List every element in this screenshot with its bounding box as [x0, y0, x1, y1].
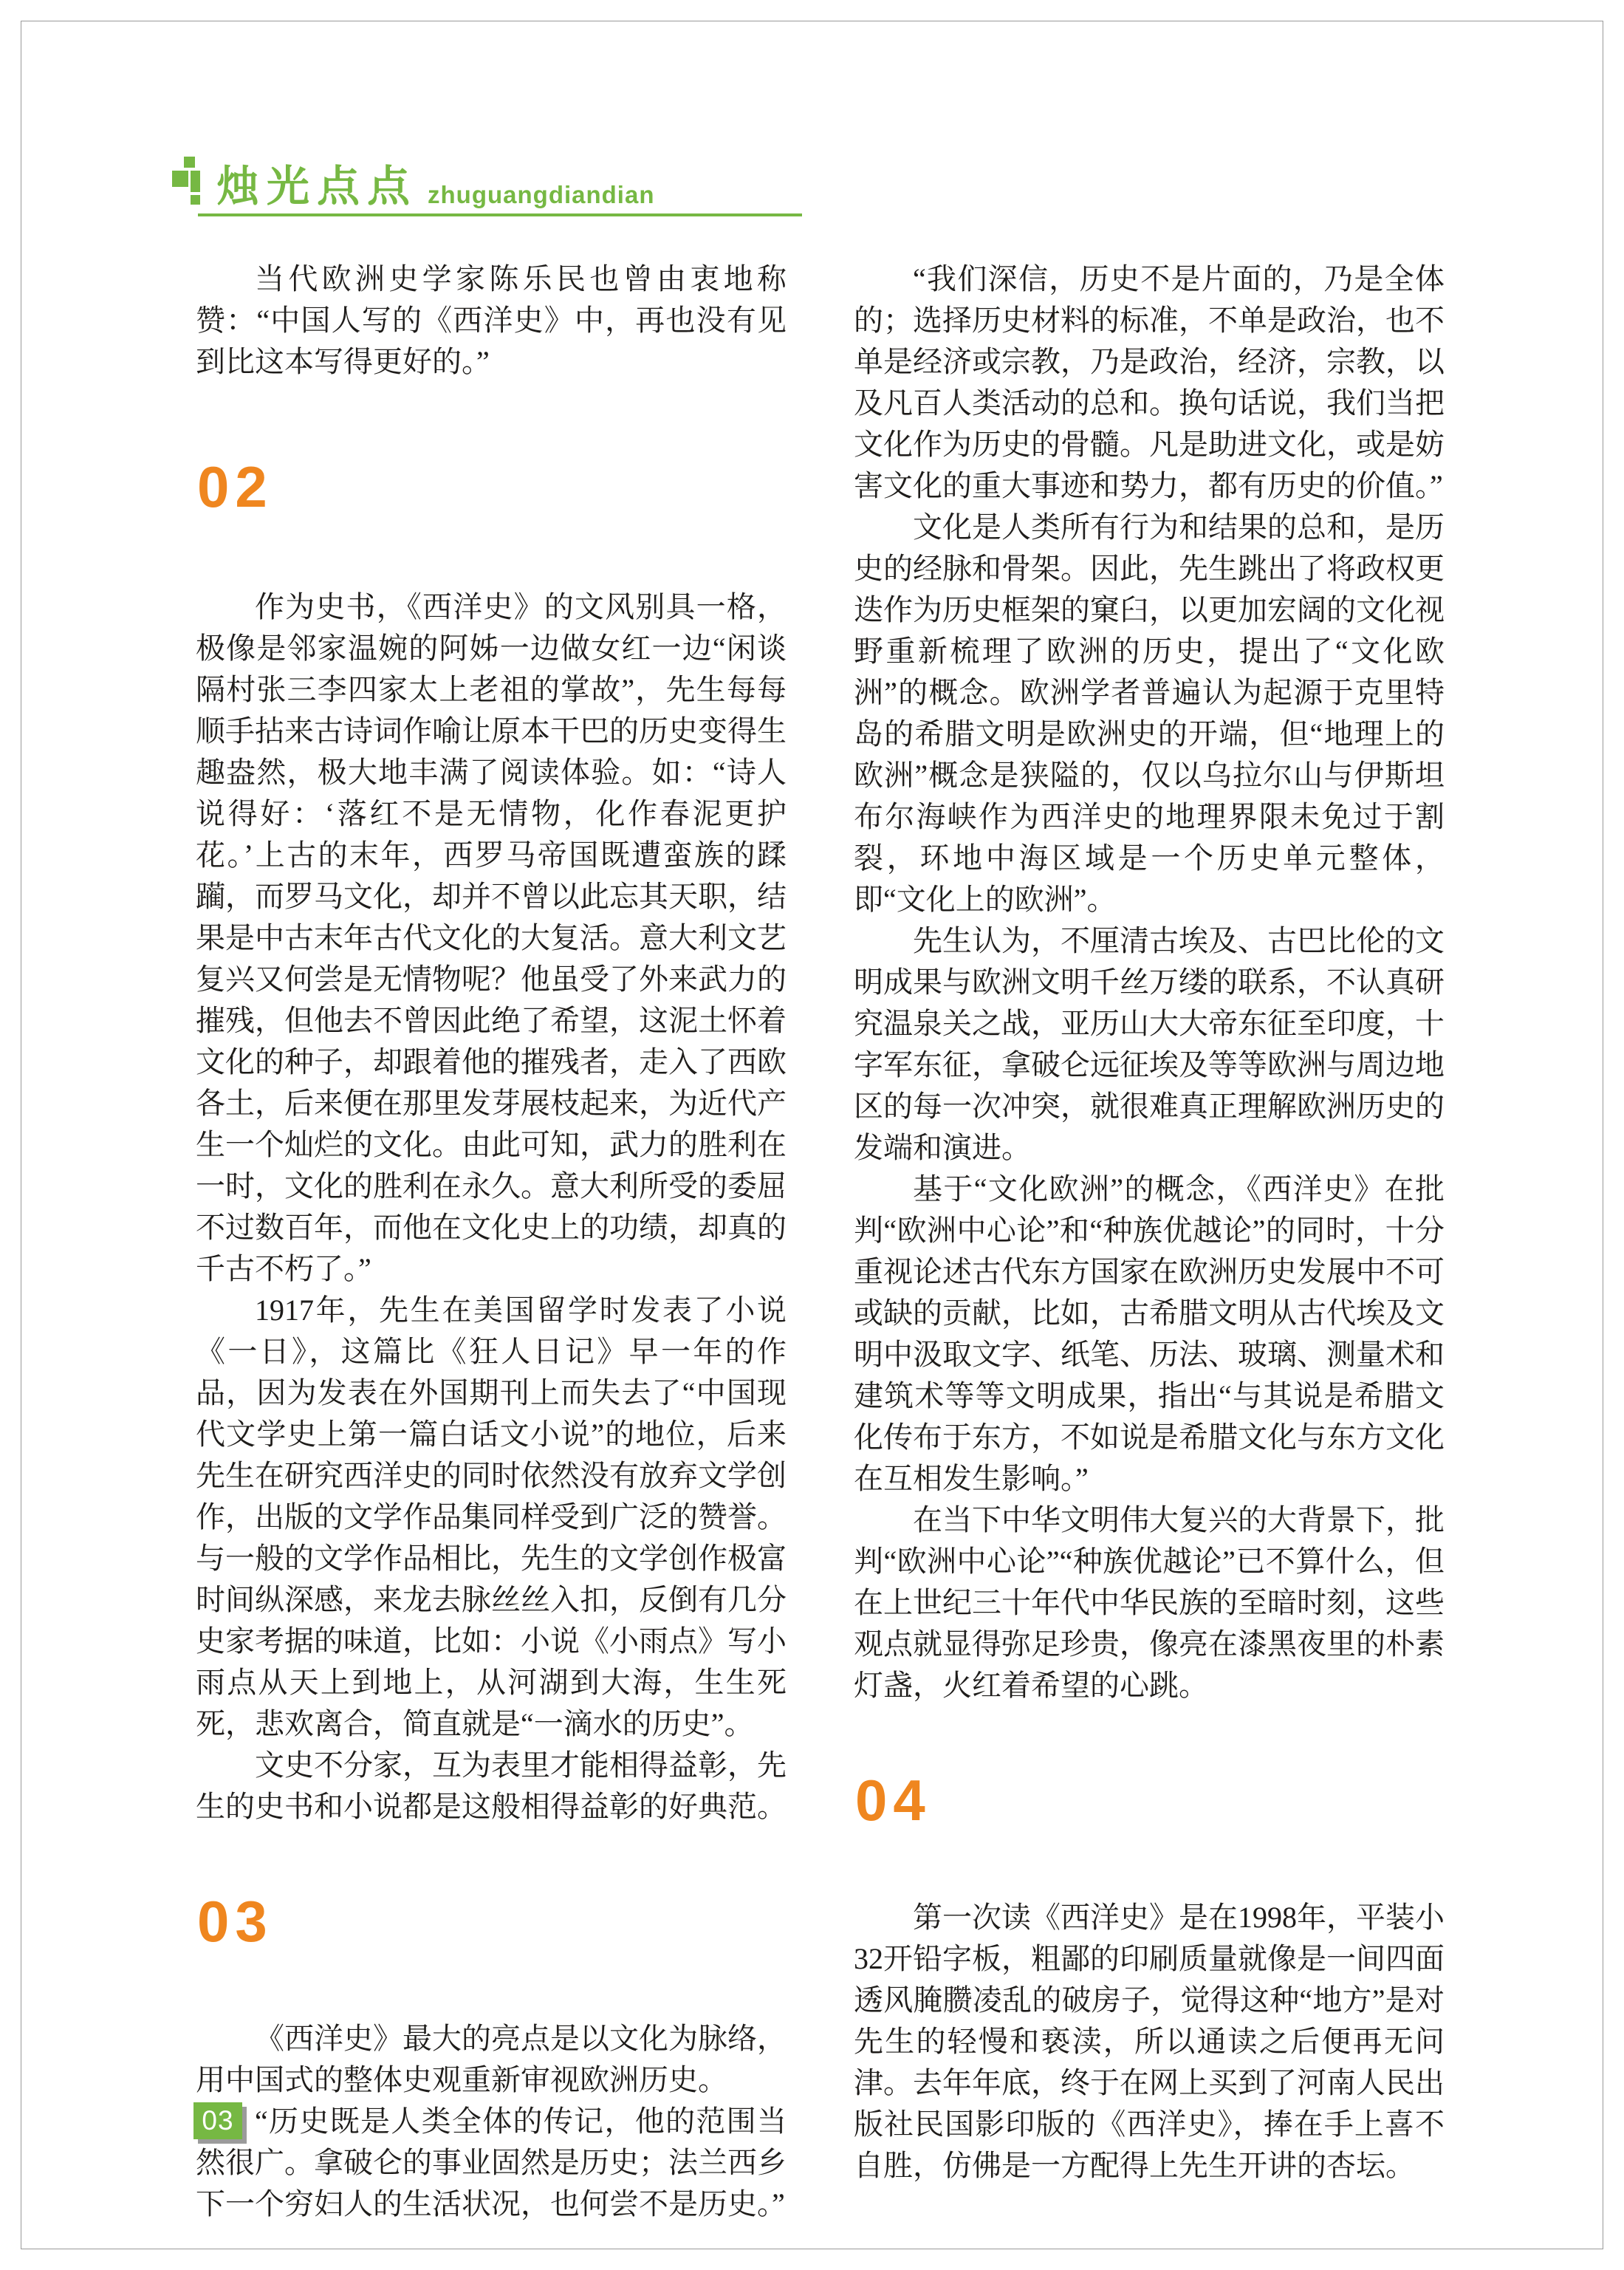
paragraph: 先生认为，不厘清古埃及、古巴比伦的文明成果与欧洲文明千丝万缕的联系，不认真研究温泉关之战，亚历山大大帝东征至印度，十字军东征，拿破仑远征埃及等等欧洲与周边地区的每一次冲突，就很难真正理解欧洲历史的发端和演进。 [854, 924, 1445, 1164]
header-underline [198, 213, 802, 216]
page-header [172, 154, 655, 213]
paragraph: 作为史书，《西洋史》的文风别具一格，极像是邻家温婉的阿姊一边做女红一边“闲谈隔村张三李四家太上老祖的掌故”，先生每每顺手拈来古诗词作喻让原本干巴的历史变得生趣盎然，极大地丰满了阅读体验。如：“诗人说得好：‘落红不是无情物，化作春泥更护花。’上古的末年，西罗马帝国既遭蛮族的蹂躏，而罗马文化，却并不曾以此忘其天职，结果是中古末年古代文化的大复活。意大利文艺复兴又何尝是无情物呢？他虽受了外来武力的摧残，但他去不曾因此绝了希望，这泥土怀着文化的种子，却跟着他的摧残者，走入了西欧各土，后来便在那里发芽展枝起来，为近代产生一个灿烂的文化。由此可知，武力的胜利在一时，文化的胜利在永久。意大利所受的委屈不过数百年，而他在文化史上的功绩，却真的千古不朽了。” [196, 590, 787, 1285]
paragraph: 《西洋史》最大的亮点是以文化为脉络，用中国式的整体史观重新审视欧洲历史。 [196, 2022, 787, 2096]
paragraph: “我们深信，历史不是片面的，乃是全体的；选择历史材料的标准，不单是政治，也不单是经济或宗教，乃是政治，经济，宗教，以及凡百人类活动的总和。换句话说，我们当把文化作为历史的骨髓。凡是助进文化，或是妨害文化的重大事迹和势力，都有历史的价值。” [854, 262, 1445, 502]
left-column [196, 259, 787, 2225]
paragraph: 文化是人类所有行为和结果的总和，是历史的经脉和骨架。因此，先生跳出了将政权更迭作为历史框架的窠臼，以更加宏阔的文化视野重新梳理了欧洲的历史，提出了“文化欧洲”的概念。欧洲学者普遍认为起源于克里特岛的希腊文明是欧洲史的开端，但“地理上的欧洲”概念是狭隘的，仅以乌拉尔山与伊斯坦布尔海峡作为西洋史的地理界限未免过于割裂，环地中海区域是一个历史单元整体，即“文化上的欧洲”。 [854, 510, 1445, 916]
column-title-pinyin: zhuguangdiandian [428, 181, 655, 208]
column-title: 烛光点点 [216, 163, 418, 211]
paragraph: 第一次读《西洋史》是在1998年，平装小32开铅字板，粗鄙的印刷质量就像是一间四面透风腌臜凌乱的破房子，觉得这种“地方”是对先生的轻慢和亵渎，所以通读之后便再无问津。去年年底，终于在网上买到了河南人民出版社民国影印版的《西洋史》，捧在手上喜不自胜，仿佛是一方配得上先生开讲的杏坛。 [854, 1901, 1445, 2182]
paragraph: 在当下中华文明伟大复兴的大背景下，批判“欧洲中心论”“种族优越论”已不算什么，但在上世纪三十年代中华民族的至暗时刻，这些观点就显得弥足珍贵，像亮在漆黑夜里的朴素灯盏，火红着希望的心跳。 [854, 1503, 1445, 1702]
paragraph: 文史不分家，互为表里才能相得益彰，先生的史书和小说都是这般相得益彰的好典范。 [196, 1748, 787, 1823]
section-number-04: 04 [855, 1768, 931, 1833]
paragraph: 当代欧洲史学家陈乐民也曾由衷地称赞：“中国人写的《西洋史》中，再也没有见到比这本写得更好的。” [196, 262, 787, 378]
paragraph: 基于“文化欧洲”的概念，《西洋史》在批判“欧洲中心论”和“种族优越论”的同时，十分重视论述古代东方国家在欧洲历史发展中不可或缺的贡献，比如，古希腊文明从古代埃及文明中汲取文字、纸笔、历法、玻璃、测量术和建筑术等等文明成果，指出“与其说是希腊文化传布于东方，不如说是希腊文化与东方文化在互相发生影响。” [854, 1172, 1445, 1495]
right-column [854, 259, 1445, 2187]
section-number-03: 03 [197, 1889, 273, 1954]
paragraph: 1917年，先生在美国留学时发表了小说《一日》，这篇比《狂人日记》早一年的作品，因为发表在外国期刊上而失去了“中国现代文学史上第一篇白话文小说”的地位，后来先生在研究西洋史的同时依然没有放弃文学创作，出版的文学作品集同样受到广泛的赞誉。与一般的文学作品相比，先生的文学创作极富时间纵深感，来龙去脉丝丝入扣，反倒有几分史家考据的味道，比如：小说《小雨点》写小雨点从天上到地上，从河湖到大海，生生死死，悲欢离合，简直就是“一滴水的历史”。 [196, 1293, 787, 1740]
section-number-02: 02 [197, 454, 273, 519]
page-number-badge: 03 [193, 2102, 242, 2139]
green-squares-logo-icon [172, 157, 202, 213]
paragraph: “历史既是人类全体的传记，他的范围当然很广。拿破仑的事业固然是历史；法兰西乡下一个穷妇人的生活状况，也何尝不是历史。” [196, 2105, 787, 2221]
